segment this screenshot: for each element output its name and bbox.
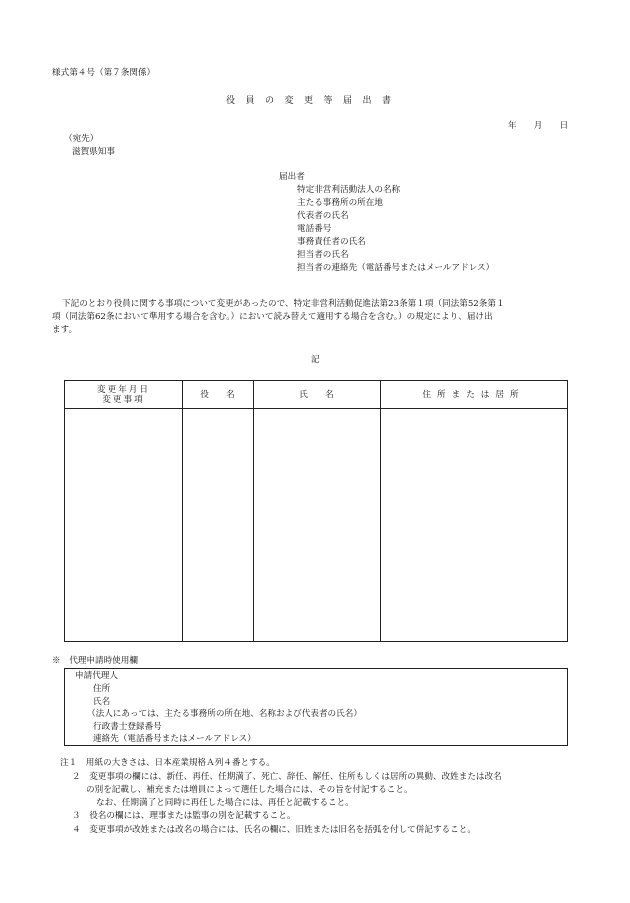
- notifier-field-representative: 代表者の氏名: [297, 211, 349, 221]
- proxy-line-agent: 申請代理人: [75, 671, 118, 681]
- proxy-line-corporate-note: （法人にあっては、主たる事務所の所在地、名称および代表者の氏名）: [87, 709, 362, 719]
- notifier-field-phone: 電話番号: [297, 224, 332, 234]
- header-change-date: 変更年月日: [97, 384, 150, 395]
- addressee-name: 滋賀県知事: [72, 147, 115, 157]
- addressee-prefix: （宛先）: [64, 134, 99, 144]
- notifier-field-office-address: 主たる事務所の所在地: [297, 198, 383, 208]
- document-title: 役員の変更等届出書: [226, 96, 402, 106]
- notifier-field-contact-info: 担当者の連絡先（電話番号またはメールアドレス）: [297, 263, 495, 273]
- table-divider: [253, 381, 254, 641]
- notifier-field-org-name: 特定非営利活動法人の名称: [297, 185, 401, 195]
- notifier-heading: 届出者: [279, 172, 305, 182]
- note-3: ３ 役名の欄には、理事または監事の別を記載すること。: [72, 811, 296, 821]
- body-text-line-1: 下記のとおり役員に関する事項について変更があったので、特定非営利活動促進法第23条第１項（同法第52条第１: [62, 299, 505, 309]
- header-change-date-item: [65, 381, 182, 409]
- header-role: 役 名: [200, 389, 235, 400]
- proxy-line-address: 住所: [93, 684, 111, 694]
- ki-heading: 記: [311, 355, 320, 365]
- table-divider: [182, 381, 183, 641]
- form-number: 様式第４号（第７条関係）: [52, 68, 156, 78]
- body-text-line-3: ます。: [52, 325, 78, 335]
- note-4: ４ 変更事項が改姓または改名の場合には、氏名の欄に、旧姓または旧名を括弧を付して併記すること。: [72, 825, 476, 835]
- proxy-line-contact: 連絡先（電話番号またはメールアドレス）: [93, 734, 256, 744]
- note-2-continued: の別を記載し、補充または増員によって選任した場合には、その旨を付記すること。: [86, 785, 413, 795]
- body-text-line-2: 項（同法第62条において準用する場合を含む。）において読み替えて適用する場合を含む。）の規定により、届け出: [52, 312, 493, 322]
- note-1: 注１ 用紙の大きさは、日本産業規格Ａ列４番とする。: [60, 758, 275, 768]
- header-name: 氏 名: [299, 389, 334, 400]
- notifier-field-office-manager: 事務責任者の氏名: [297, 237, 366, 247]
- notifier-field-contact-person: 担当者の氏名: [297, 250, 349, 260]
- note-2: ２ 変更事項の欄には、新任、再任、任期満了、死亡、辞任、解任、住所もしくは居所の異動、改姓または改名: [72, 772, 502, 782]
- proxy-heading: ※ 代理申請時使用欄: [52, 656, 138, 666]
- table-divider: [380, 381, 381, 641]
- change-table: [64, 380, 568, 642]
- proxy-line-registration: 行政書士登録番号: [93, 722, 162, 732]
- header-change-item: 変更事項: [102, 395, 145, 405]
- note-2-additional: なお、任期満了と同時に再任した場合には、再任と記載すること。: [96, 798, 354, 808]
- date-line: 年 月 日: [508, 121, 569, 131]
- proxy-box: [64, 668, 568, 746]
- header-address: 住所または居所: [422, 389, 525, 400]
- proxy-line-name: 氏名: [93, 697, 111, 707]
